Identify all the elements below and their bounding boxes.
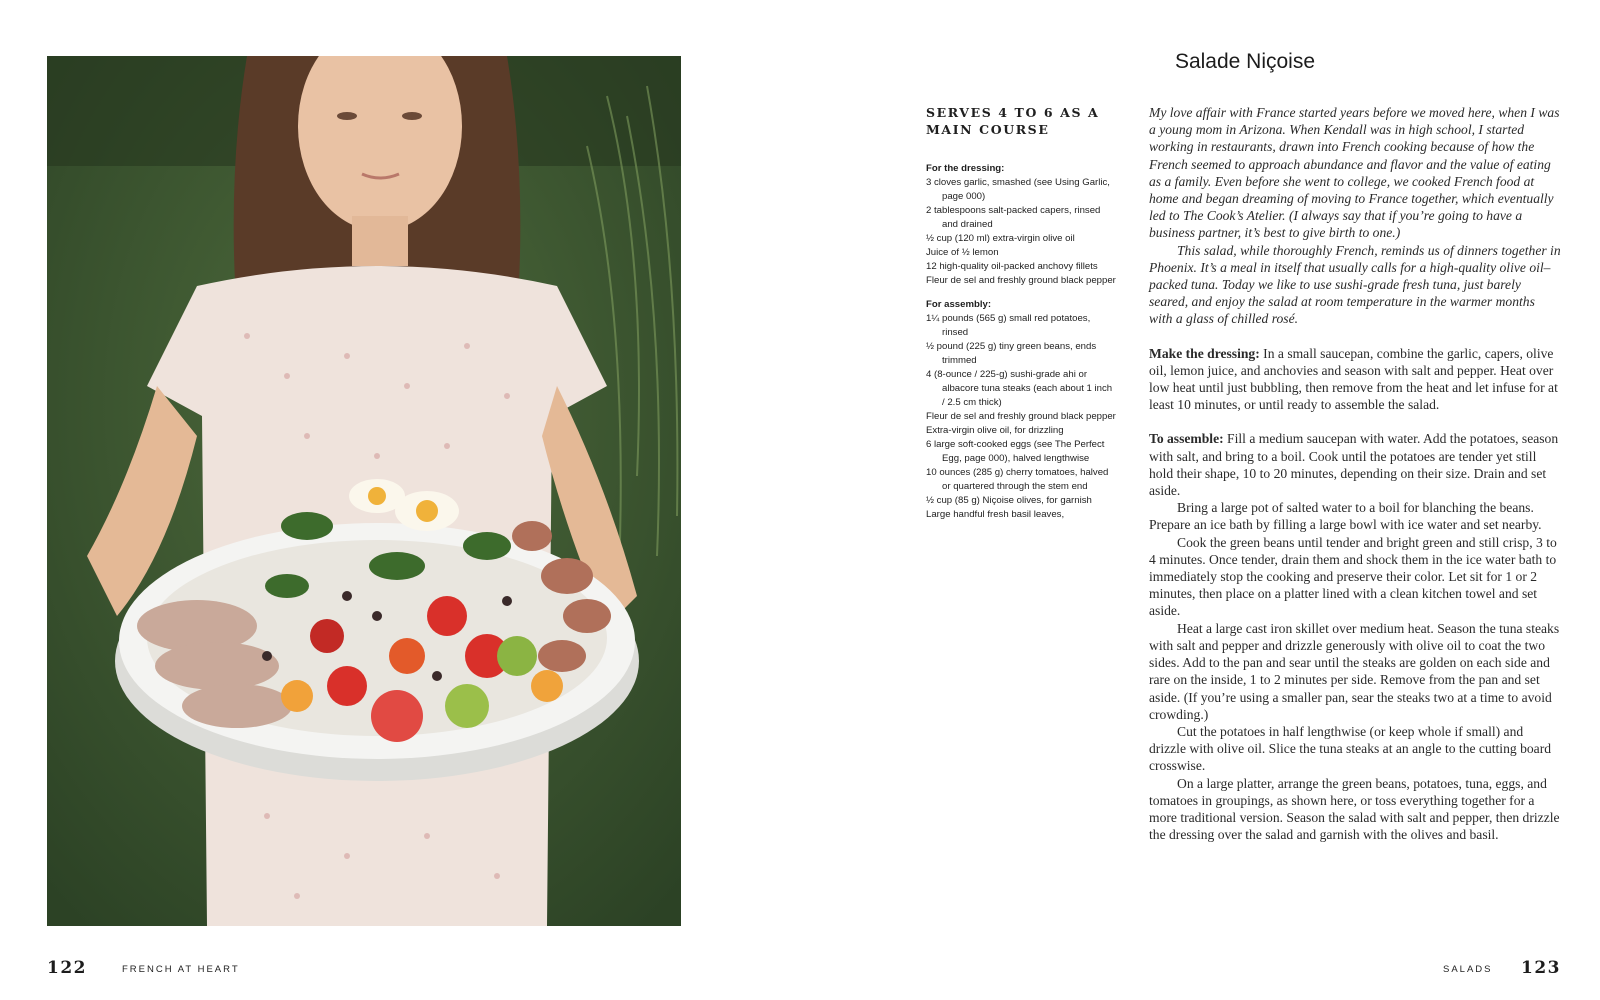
method-step: Heat a large cast iron skillet over medium heat. Season the tuna steaks with salt and pepper and drizzle generously with olive oil to coat the two sides. Add to the pan and sear until the steaks are golden on each side and rare on the inside, 1 to 2 minutes per side. Remove from the pan and set aside. (If you’re using a smaller pan, sear the steaks two at a time to avoid crowding.) bbox=[1149, 620, 1560, 722]
ingredient-item: Fleur de sel and freshly ground black pepper bbox=[926, 411, 1116, 422]
method-step: On a large platter, arrange the green beans, potatoes, tuna, eggs, and tomatoes in groupings, as shown here, or toss everything together for a more traditional version. Season the salad with salt and pepper, then drizzle the dressing over the salad and garnish with the olives and basil. bbox=[1149, 775, 1560, 843]
dressing-heading: For the dressing: bbox=[926, 163, 1005, 174]
ingredient-item: ½ pound (225 g) tiny green beans, ends trimmed bbox=[926, 341, 1097, 366]
ingredient-item: Juice of ½ lemon bbox=[926, 247, 999, 258]
ingredient-item: 10 ounces (285 g) cherry tomatoes, halved or quartered through the stem end bbox=[926, 467, 1109, 492]
ingredient-item: 6 large soft-cooked eggs (see The Perfect Egg, page 000), halved lengthwise bbox=[926, 439, 1105, 464]
ingredient-item: Large handful fresh basil leaves, bbox=[926, 509, 1065, 520]
ingredient-list bbox=[926, 162, 1116, 532]
ingredient-item: ½ cup (120 ml) extra-virgin olive oil bbox=[926, 233, 1075, 244]
ingredient-item: 2 tablespoons salt-packed capers, rinsed and drained bbox=[926, 205, 1101, 230]
dressing-ingredients bbox=[926, 162, 1116, 288]
ingredient-item: ½ cup (85 g) Niçoise olives, for garnish bbox=[926, 495, 1092, 506]
salad-photo bbox=[47, 56, 681, 926]
girl-holding-salad-illustration bbox=[47, 56, 681, 926]
assembly-method bbox=[1149, 430, 1561, 499]
method-step: Cook the green beans until tender and bright green and still crisp, 3 to 4 minutes. Once tender, drain them and shock them in the ice water bath to immediately stop the cooking and preserve their color. Let sit for 1 or 2 minutes, then place on a platter lined with a clean kitchen towel and set aside. bbox=[1149, 534, 1557, 619]
method-text: Fill a medium saucepan with water. Add the potatoes, season with salt, and bring to a boil. Cook until the potatoes are tender yet still hold their shape, 10 to 20 minutes, depending on their size. Drain and set aside. bbox=[1149, 431, 1559, 499]
intro-paragraph: My love affair with France started years before we moved here, when I was a young mom in Arizona. When Kendall was in high school, I started working in restaurants, drawn into French cooking because of how the French seemed to approach abundance and flavor and the value of eating as a family. Even before she went to college, we cooked French food at home and began dreaming of moving to France together, which eventually led to The Cook’s Atelier. (I always say that if you’re going to have a business partner, it’s best to give birth to one.) bbox=[1149, 105, 1560, 241]
recipe-title: Salade Niçoise bbox=[1174, 50, 1316, 73]
ingredient-item: 3 cloves garlic, smashed (see Using Garlic, page 000) bbox=[926, 177, 1110, 202]
ingredient-item: 12 high-quality oil-packed anchovy fillets bbox=[926, 261, 1098, 272]
recipe-body bbox=[1149, 104, 1561, 843]
ingredient-item: 4 (8-ounce / 225-g) sushi-grade ahi or albacore tuna steaks (each about 1 inch / 2.5 cm thick) bbox=[926, 369, 1113, 408]
method-step: Bring a large pot of salted water to a boil for blanching the beans. Prepare an ice bath by filling a large bowl with ice water and set nearby. bbox=[1149, 500, 1542, 533]
left-page-number: 122 bbox=[47, 958, 87, 978]
intro-paragraph: This salad, while thoroughly French, reminds us of dinners together in Phoenix. It’s a meal in itself that usually calls for a high-quality olive oil–packed tuna. Today we like to use sushi-grade fresh tuna, just barely seared, and enjoy the salad at room temperature in the warmer months with a glass of chilled rosé. bbox=[1149, 242, 1561, 327]
left-running-head: FRENCH AT HEART bbox=[122, 964, 240, 975]
dressing-method bbox=[1149, 345, 1561, 414]
assembly-ingredients bbox=[926, 298, 1116, 522]
ingredient-item: Extra-virgin olive oil, for drizzling bbox=[926, 425, 1064, 436]
right-page-number: 123 bbox=[1521, 958, 1561, 978]
method-lead: To assemble: bbox=[1149, 431, 1224, 447]
ingredient-item: Fleur de sel and freshly ground black pepper bbox=[926, 275, 1116, 286]
assembly-heading: For assembly: bbox=[926, 299, 992, 310]
method-text: In a small saucepan, combine the garlic, capers, olive oil, lemon juice, and anchovies and season with salt and pepper. Heat over low heat until just bubbling, then remove from the heat and let infuse for at least 10 minutes, or until ready to assemble the salad. bbox=[1149, 345, 1558, 413]
method-step: Cut the potatoes in half lengthwise (or keep whole if small) and drizzle with olive oil. Slice the tuna steaks at an angle to the cutting board crosswise. bbox=[1149, 723, 1552, 774]
right-running-head: SALADS bbox=[1443, 964, 1493, 975]
serves-note: SERVES 4 TO 6 AS A MAIN COURSE bbox=[926, 105, 1100, 137]
ingredient-item: 1¼ pounds (565 g) small red potatoes, rinsed bbox=[926, 313, 1091, 338]
method-lead: Make the dressing: bbox=[1149, 345, 1260, 361]
